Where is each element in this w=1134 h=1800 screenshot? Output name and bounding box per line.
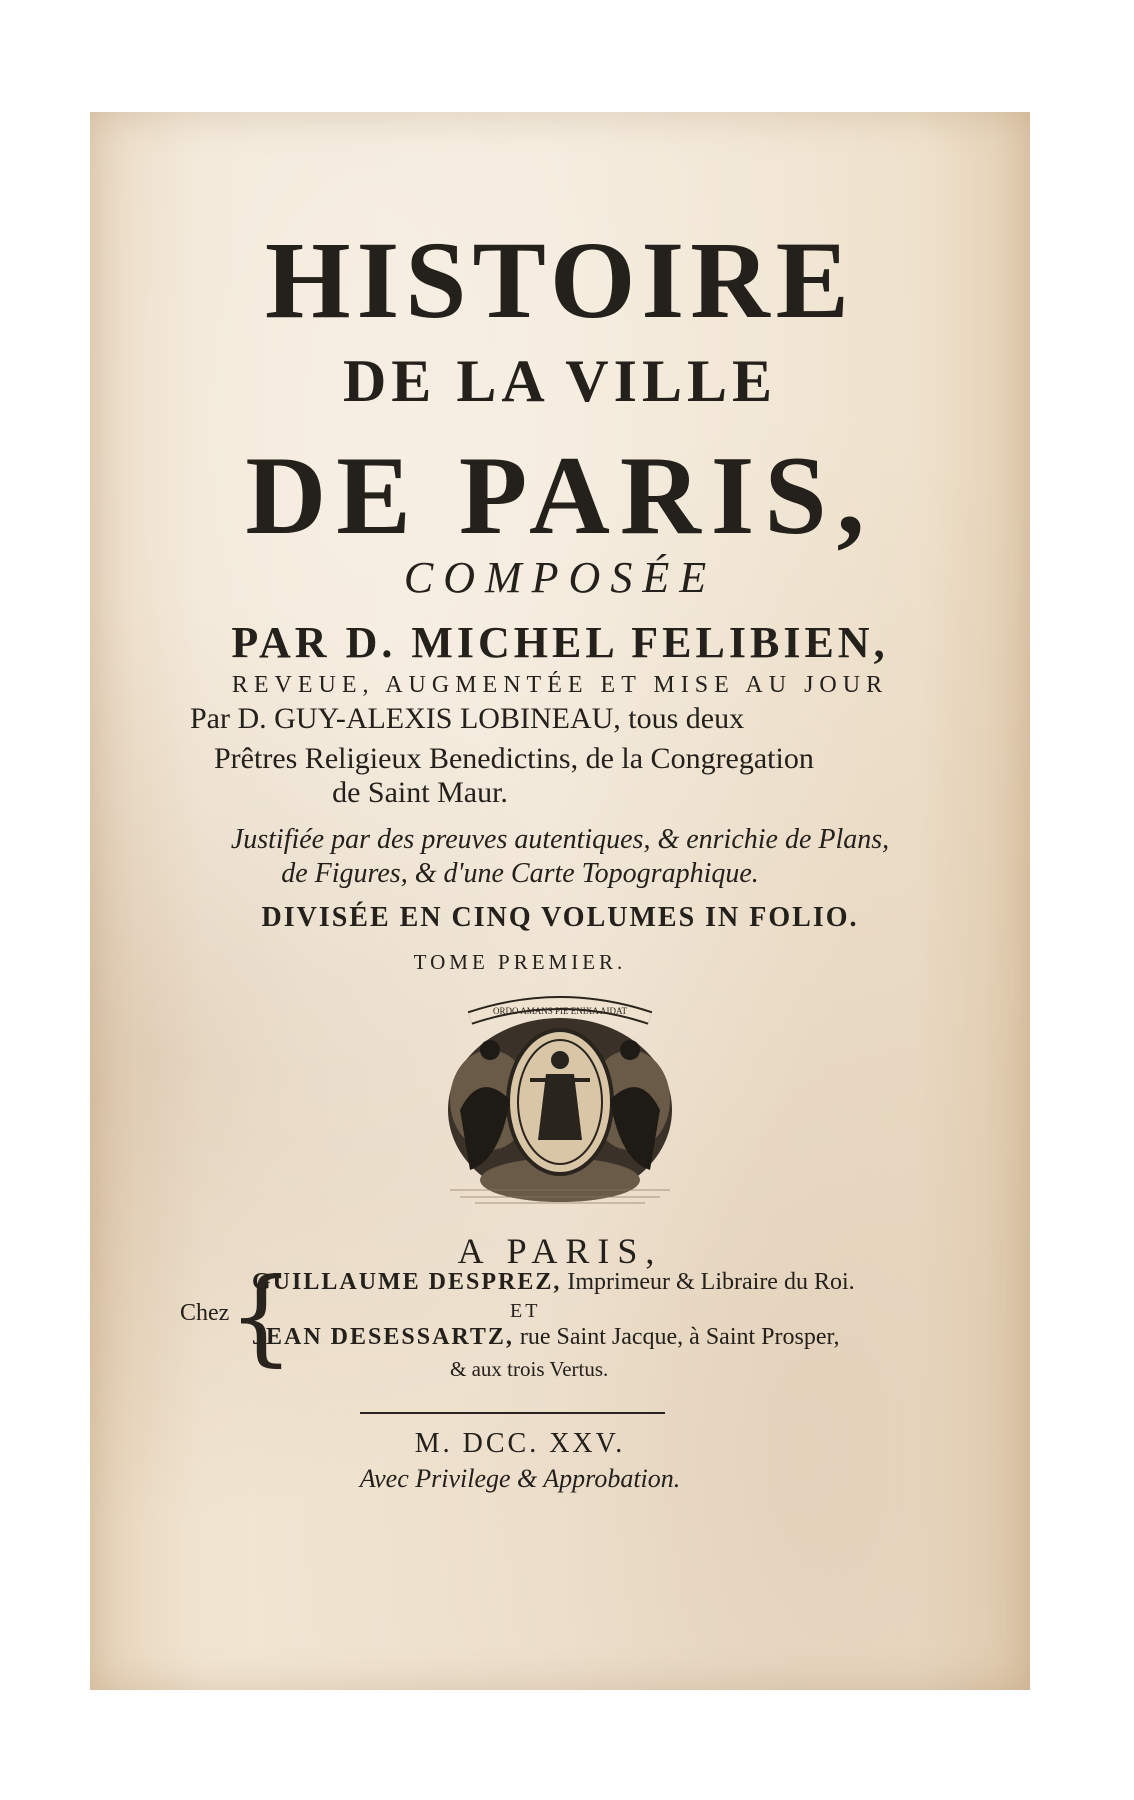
publisher-1-name: GUILLAUME DESPREZ, [252,1269,562,1295]
title-line-3: DE PARIS, [245,434,875,558]
emblem-motto: ORDO AMANS PIE ENIXA AIDAT [492,1006,628,1016]
publisher-2-name: JEAN DESESSARTZ, [252,1324,514,1350]
imprint-city: A PARIS, [457,1231,663,1271]
title-line-1: HISTOIRE [264,219,856,341]
publisher-2-address: rue Saint Jacque, à Saint Prosper, [519,1324,840,1350]
chez-label: Chez [180,1300,230,1326]
publisher-1-role: Imprimeur & Libraire du Roi. [567,1269,855,1295]
privilege-line: Avec Privilege & Approbation. [359,1464,681,1493]
date-line: M. DCC. XXV. [414,1428,626,1459]
description-line-2: de Figures, & d'une Carte Topographique. [281,858,759,889]
author-line: PAR D. MICHEL FELIBIEN, [231,618,889,667]
divider-rule [360,1412,665,1414]
description-line-1: Justifiée par des preuves autentiques, & enrichie de Plans, [230,824,890,855]
religious-line: Prêtres Religieux Benedictins, de la Congregation [214,742,814,775]
publisher-and: ET [510,1300,541,1322]
publisher-1 [252,1269,855,1296]
title-page [90,112,1030,1690]
publisher-2-sign: & aux trois Vertus. [450,1357,609,1381]
volumes-line: DIVISÉE EN CINQ VOLUMES IN FOLIO. [261,902,859,933]
second-author-line: Par D. GUY-ALEXIS LOBINEAU, tous deux [190,702,745,735]
revised-line: REVEUE, AUGMENTÉE ET MISE AU JOUR [231,672,889,698]
brace-icon: { [228,1255,295,1377]
emblem-vignette-icon [430,990,690,1210]
tome-line: TOME PREMIER. [413,950,627,974]
composed-line: COMPOSÉE [403,553,717,602]
saint-maur-line: de Saint Maur. [332,776,508,809]
publisher-2 [252,1324,840,1351]
title-line-2: DE LA VILLE [342,348,778,414]
